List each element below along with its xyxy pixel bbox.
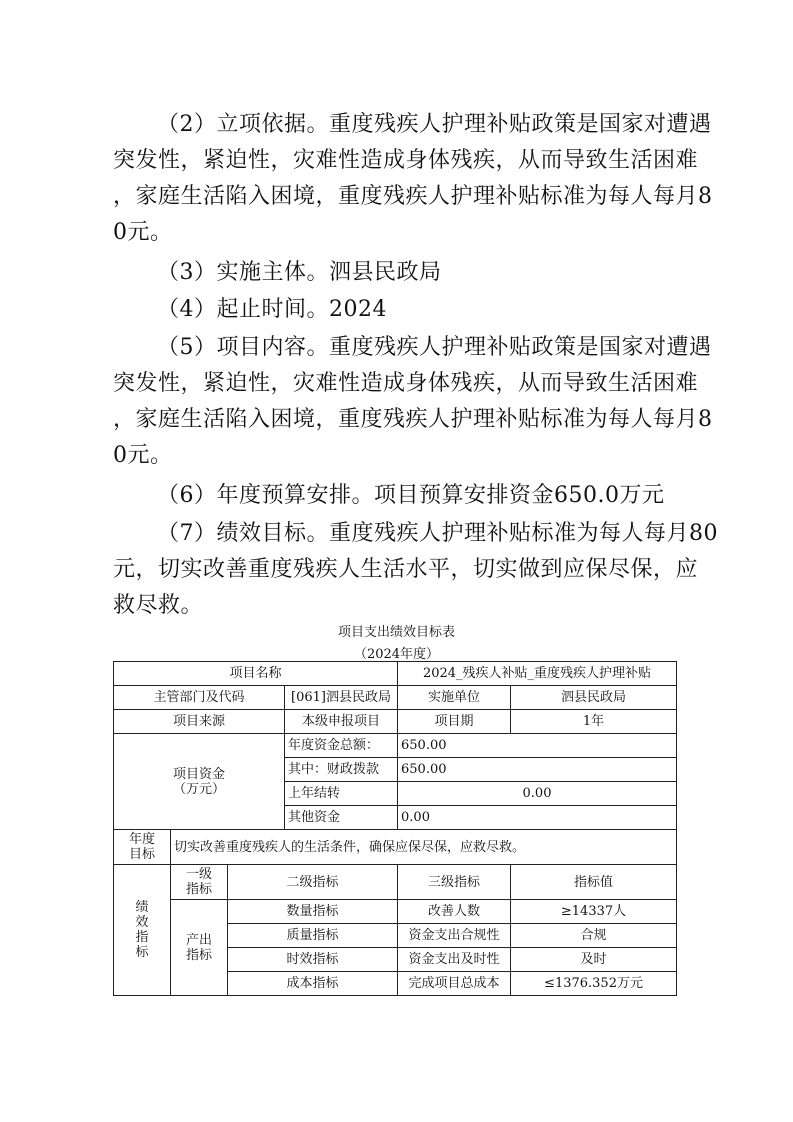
text-line: （6）年度预算安排。项目预算安排资金650.0万元	[157, 483, 665, 508]
text-line: （4）起止时间。2024	[157, 297, 387, 322]
paragraph-goal	[113, 516, 718, 624]
performance-table	[113, 661, 677, 996]
text-line: ，家庭生活陷入困境，重度残疾人护理补贴标准为每人每月8	[113, 184, 713, 209]
text-line: 突发性，紧迫性，灾难性造成身体残疾，从而导致生活困难	[113, 371, 699, 396]
fund-value: 650.00	[398, 734, 677, 758]
text-line: ，家庭生活陷入困境，重度残疾人护理补贴标准为每人每月8	[113, 407, 713, 432]
paragraph-period	[113, 292, 688, 328]
fund-value: 0.00	[398, 782, 677, 806]
text-line: 0元。	[113, 443, 173, 468]
cell-value: ≥14337人	[511, 900, 677, 924]
output-label: 产出指标	[171, 900, 228, 996]
annual-goal-label: 年度目标	[114, 830, 171, 865]
table-title: 项目支出绩效目标表	[337, 625, 455, 640]
header-l2: 二级指标	[228, 865, 398, 900]
paragraph-subject	[113, 255, 688, 291]
paragraph-content	[113, 330, 713, 474]
cell-l2: 成本指标	[228, 972, 398, 996]
text-line: 突发性，紧迫性，灾难性造成身体残疾，从而导致生活困难	[113, 148, 699, 173]
text-line: （7）绩效目标。重度残疾人护理补贴标准为每人每月80	[157, 521, 718, 546]
cell-value: 2024_残疾人补贴_重度残疾人护理补贴	[398, 662, 677, 686]
cell-label: 项目名称	[114, 662, 398, 686]
table-row	[114, 686, 677, 710]
table-row	[114, 662, 677, 686]
paragraph-basis	[113, 107, 713, 251]
text-line: 0元。	[113, 220, 173, 245]
text-line: 救尽救。	[113, 593, 204, 618]
cell-l2: 数量指标	[228, 900, 398, 924]
cell-value: 本级申报项目	[285, 710, 398, 734]
funds-label-cell	[114, 734, 285, 830]
cell-label: 实施单位	[398, 686, 511, 710]
cell-l3: 改善人数	[398, 900, 511, 924]
funds-label: 项目资金	[172, 766, 225, 782]
cell-l3: 完成项目总成本	[398, 972, 511, 996]
cell-value: 合规	[511, 924, 677, 948]
cell-value: 及时	[511, 948, 677, 972]
paragraph-budget	[113, 478, 688, 514]
fund-label: 年度资金总额：	[285, 734, 398, 758]
text-line: （3）实施主体。泗县民政局	[157, 260, 442, 285]
table-row	[114, 734, 677, 758]
table-row	[114, 865, 677, 900]
fund-value: 0.00	[398, 806, 677, 830]
header-l3: 三级指标	[398, 865, 511, 900]
cell-value: 泗县民政局	[511, 686, 677, 710]
cell-label: 项目期	[398, 710, 511, 734]
table-row	[114, 830, 677, 865]
text-line: 元，切实改善重度残疾人生活水平，切实做到应保尽保，应	[113, 557, 699, 582]
fund-label: 上年结转	[285, 782, 398, 806]
annual-goal-text: 切实改善重度残疾人的生活条件，确保应保尽保，应救尽救。	[171, 830, 677, 865]
cell-l3: 资金支出及时性	[398, 948, 511, 972]
text-line: （2）立项依据。重度残疾人护理补贴政策是国家对遭遇	[157, 112, 712, 137]
fund-value: 650.00	[398, 758, 677, 782]
cell-value: [061]泗县民政局	[285, 686, 398, 710]
cell-l2: 时效指标	[228, 948, 398, 972]
cell-l3: 资金支出合规性	[398, 924, 511, 948]
header-l1: 一级指标	[171, 865, 228, 900]
perf-label: 绩效指标	[114, 865, 171, 996]
cell-label: 主管部门及代码	[114, 686, 285, 710]
header-value: 指标值	[511, 865, 677, 900]
table-year: （2024年度）	[353, 647, 440, 662]
cell-l2: 质量指标	[228, 924, 398, 948]
fund-label: 其他资金	[285, 806, 398, 830]
cell-value: 1年	[511, 710, 677, 734]
cell-label: 项目来源	[114, 710, 285, 734]
text-line: （5）项目内容。重度残疾人护理补贴政策是国家对遭遇	[157, 335, 712, 360]
table-row	[114, 900, 677, 924]
cell-value: ≤1376.352万元	[511, 972, 677, 996]
funds-unit: （万元）	[172, 781, 225, 797]
table-row	[114, 710, 677, 734]
fund-label: 其中：财政拨款	[285, 758, 398, 782]
